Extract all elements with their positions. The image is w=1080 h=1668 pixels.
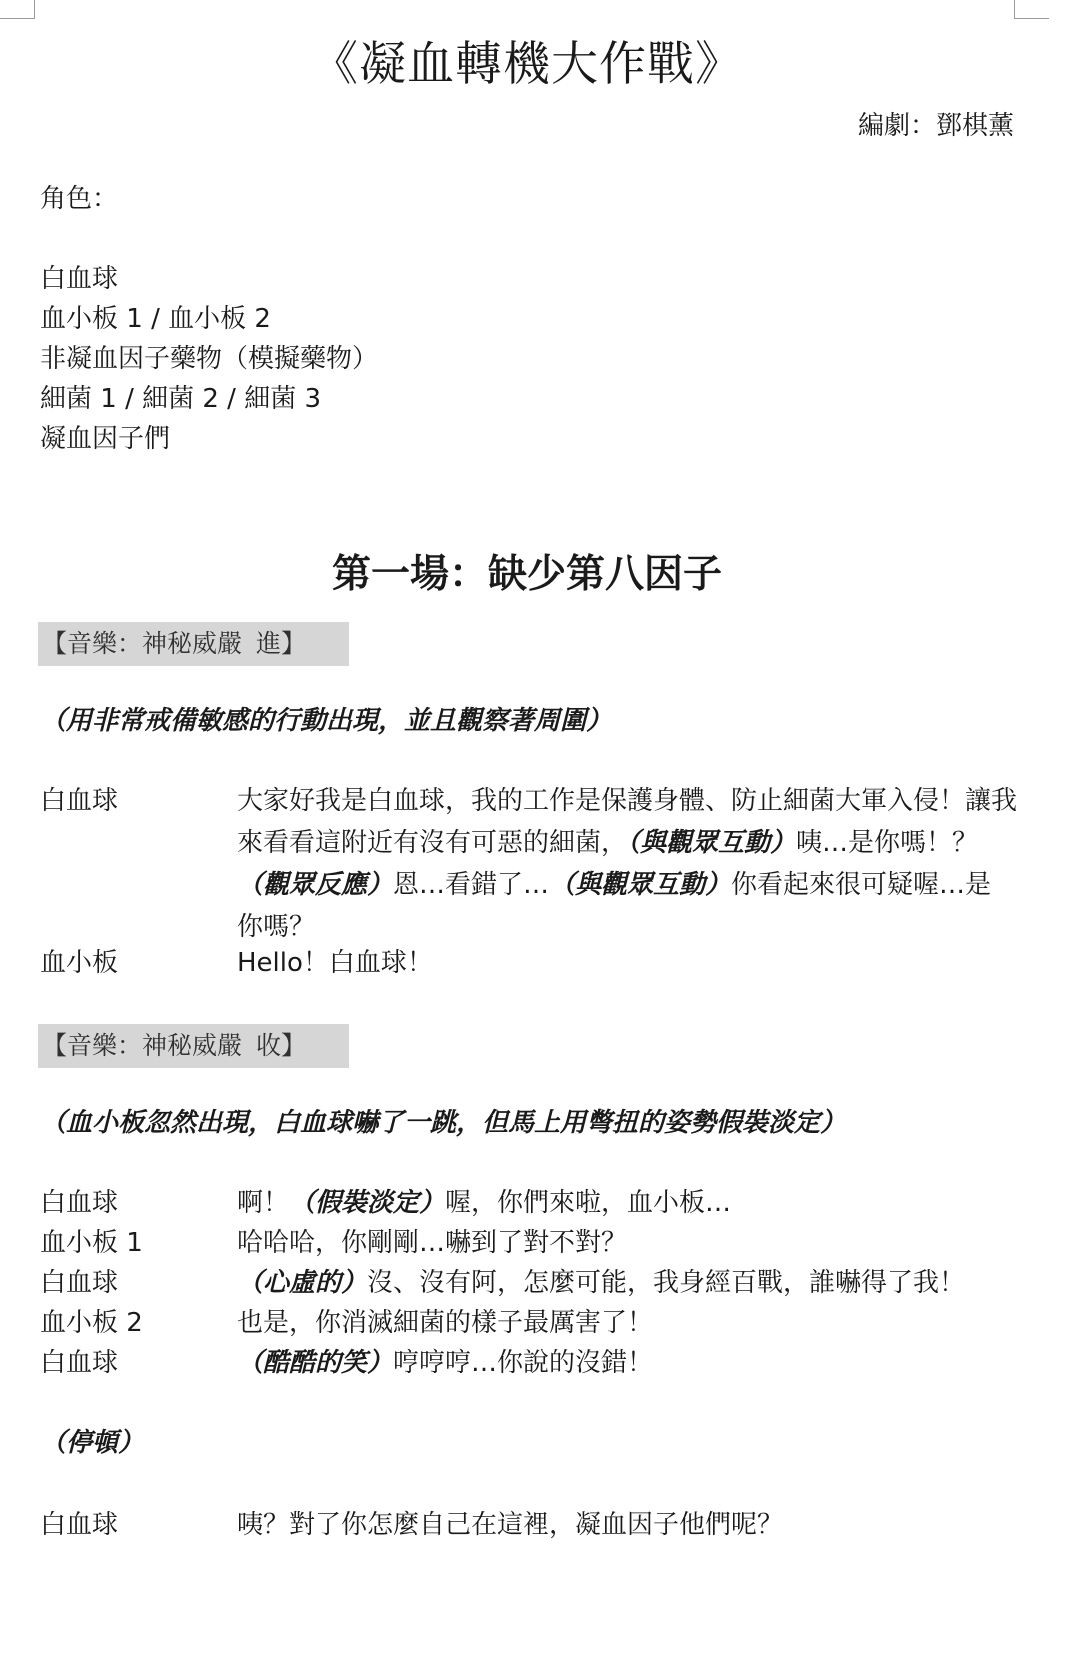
role-item: 凝血因子們	[40, 424, 171, 454]
document-title: 《凝血轉機大作戰》	[311, 37, 743, 92]
inline-stage-direction: （與觀眾互動）	[549, 870, 732, 900]
speaker: 白血球	[40, 1268, 119, 1298]
dialogue-text	[237, 1342, 1017, 1384]
roles-heading: 角色：	[40, 184, 119, 214]
speaker: 白血球	[40, 1348, 119, 1378]
music-cue-text: 【音樂：神秘威嚴	[42, 1031, 243, 1060]
dialogue-segment: 啊！	[237, 1188, 290, 1218]
dialogue-segment: 咦…是你嗎！？	[796, 828, 979, 858]
author-credit: 編劇：鄧棋薰	[857, 111, 1014, 141]
crop-mark-left	[0, 0, 35, 19]
dialogue-text	[237, 942, 1017, 984]
dialogue-text	[237, 1182, 1017, 1224]
dialogue-segment: 大家好我是白血球，我的工作是保護身體、防止細菌大軍入侵！讓我來看看這附近有沒有可惡的細菌，	[237, 786, 1018, 858]
music-cue	[38, 1024, 349, 1068]
dialogue-segment: 沒、沒有阿，怎麼可能，我身經百戰，誰嚇得了我！	[367, 1268, 966, 1298]
music-cue-text: 【音樂：神秘威嚴	[42, 629, 243, 658]
dialogue-segment: 哈哈哈，你剛剛…嚇到了對不對？	[237, 1228, 628, 1258]
inline-stage-direction: （心虛的）	[237, 1268, 368, 1298]
music-cue-action: 進】	[256, 629, 307, 658]
stage-direction: （用非常戒備敏感的行動出現，並且觀察著周圍）	[40, 706, 613, 736]
dialogue-text	[237, 780, 1017, 948]
speaker: 白血球	[40, 1188, 119, 1218]
dialogue-text	[237, 1262, 1017, 1304]
dialogue-segment: 哼哼哼…你說的沒錯！	[393, 1348, 654, 1378]
inline-stage-direction: （觀眾反應）	[237, 870, 394, 900]
speaker: 白血球	[40, 786, 119, 816]
dialogue-segment: 也是，你消滅細菌的樣子最厲害了！	[237, 1308, 654, 1338]
speaker: 血小板	[40, 948, 119, 978]
role-item: 細菌 1 / 細菌 2 / 細菌 3	[40, 384, 321, 414]
role-item: 血小板 1 / 血小板 2	[40, 304, 271, 334]
music-cue	[38, 622, 349, 666]
dialogue-segment: 你看起來很可疑喔…是你嗎？	[237, 870, 992, 942]
stage-direction: （停頓）	[40, 1428, 145, 1458]
scene-title: 第一場：缺少第八因子	[331, 552, 722, 597]
dialogue-segment: Hello！白血球！	[237, 948, 433, 978]
music-cue-action: 收】	[256, 1031, 307, 1060]
inline-stage-direction: （與觀眾互動）	[627, 828, 797, 858]
inline-stage-direction: （酷酷的笑）	[237, 1348, 394, 1378]
inline-stage-direction: （假裝淡定）	[289, 1188, 446, 1218]
dialogue-text	[237, 1222, 1017, 1264]
speaker: 白血球	[40, 1510, 119, 1540]
stage-direction: （血小板忽然出現，白血球嚇了一跳，但馬上用彆扭的姿勢假裝淡定）	[40, 1108, 847, 1138]
dialogue-segment: 喔，你們來啦，血小板…	[445, 1188, 732, 1218]
dialogue-segment: 咦？對了你怎麼自己在這裡，凝血因子他們呢？	[237, 1510, 784, 1540]
role-item: 非凝血因子藥物（模擬藥物）	[40, 344, 379, 374]
crop-mark-right	[1014, 0, 1049, 19]
role-item: 白血球	[40, 264, 119, 294]
speaker: 血小板 1	[40, 1228, 143, 1258]
dialogue-segment: 恩…看錯了…	[393, 870, 550, 900]
dialogue-text	[237, 1504, 1017, 1546]
speaker: 血小板 2	[40, 1308, 143, 1338]
dialogue-text	[237, 1302, 1017, 1344]
